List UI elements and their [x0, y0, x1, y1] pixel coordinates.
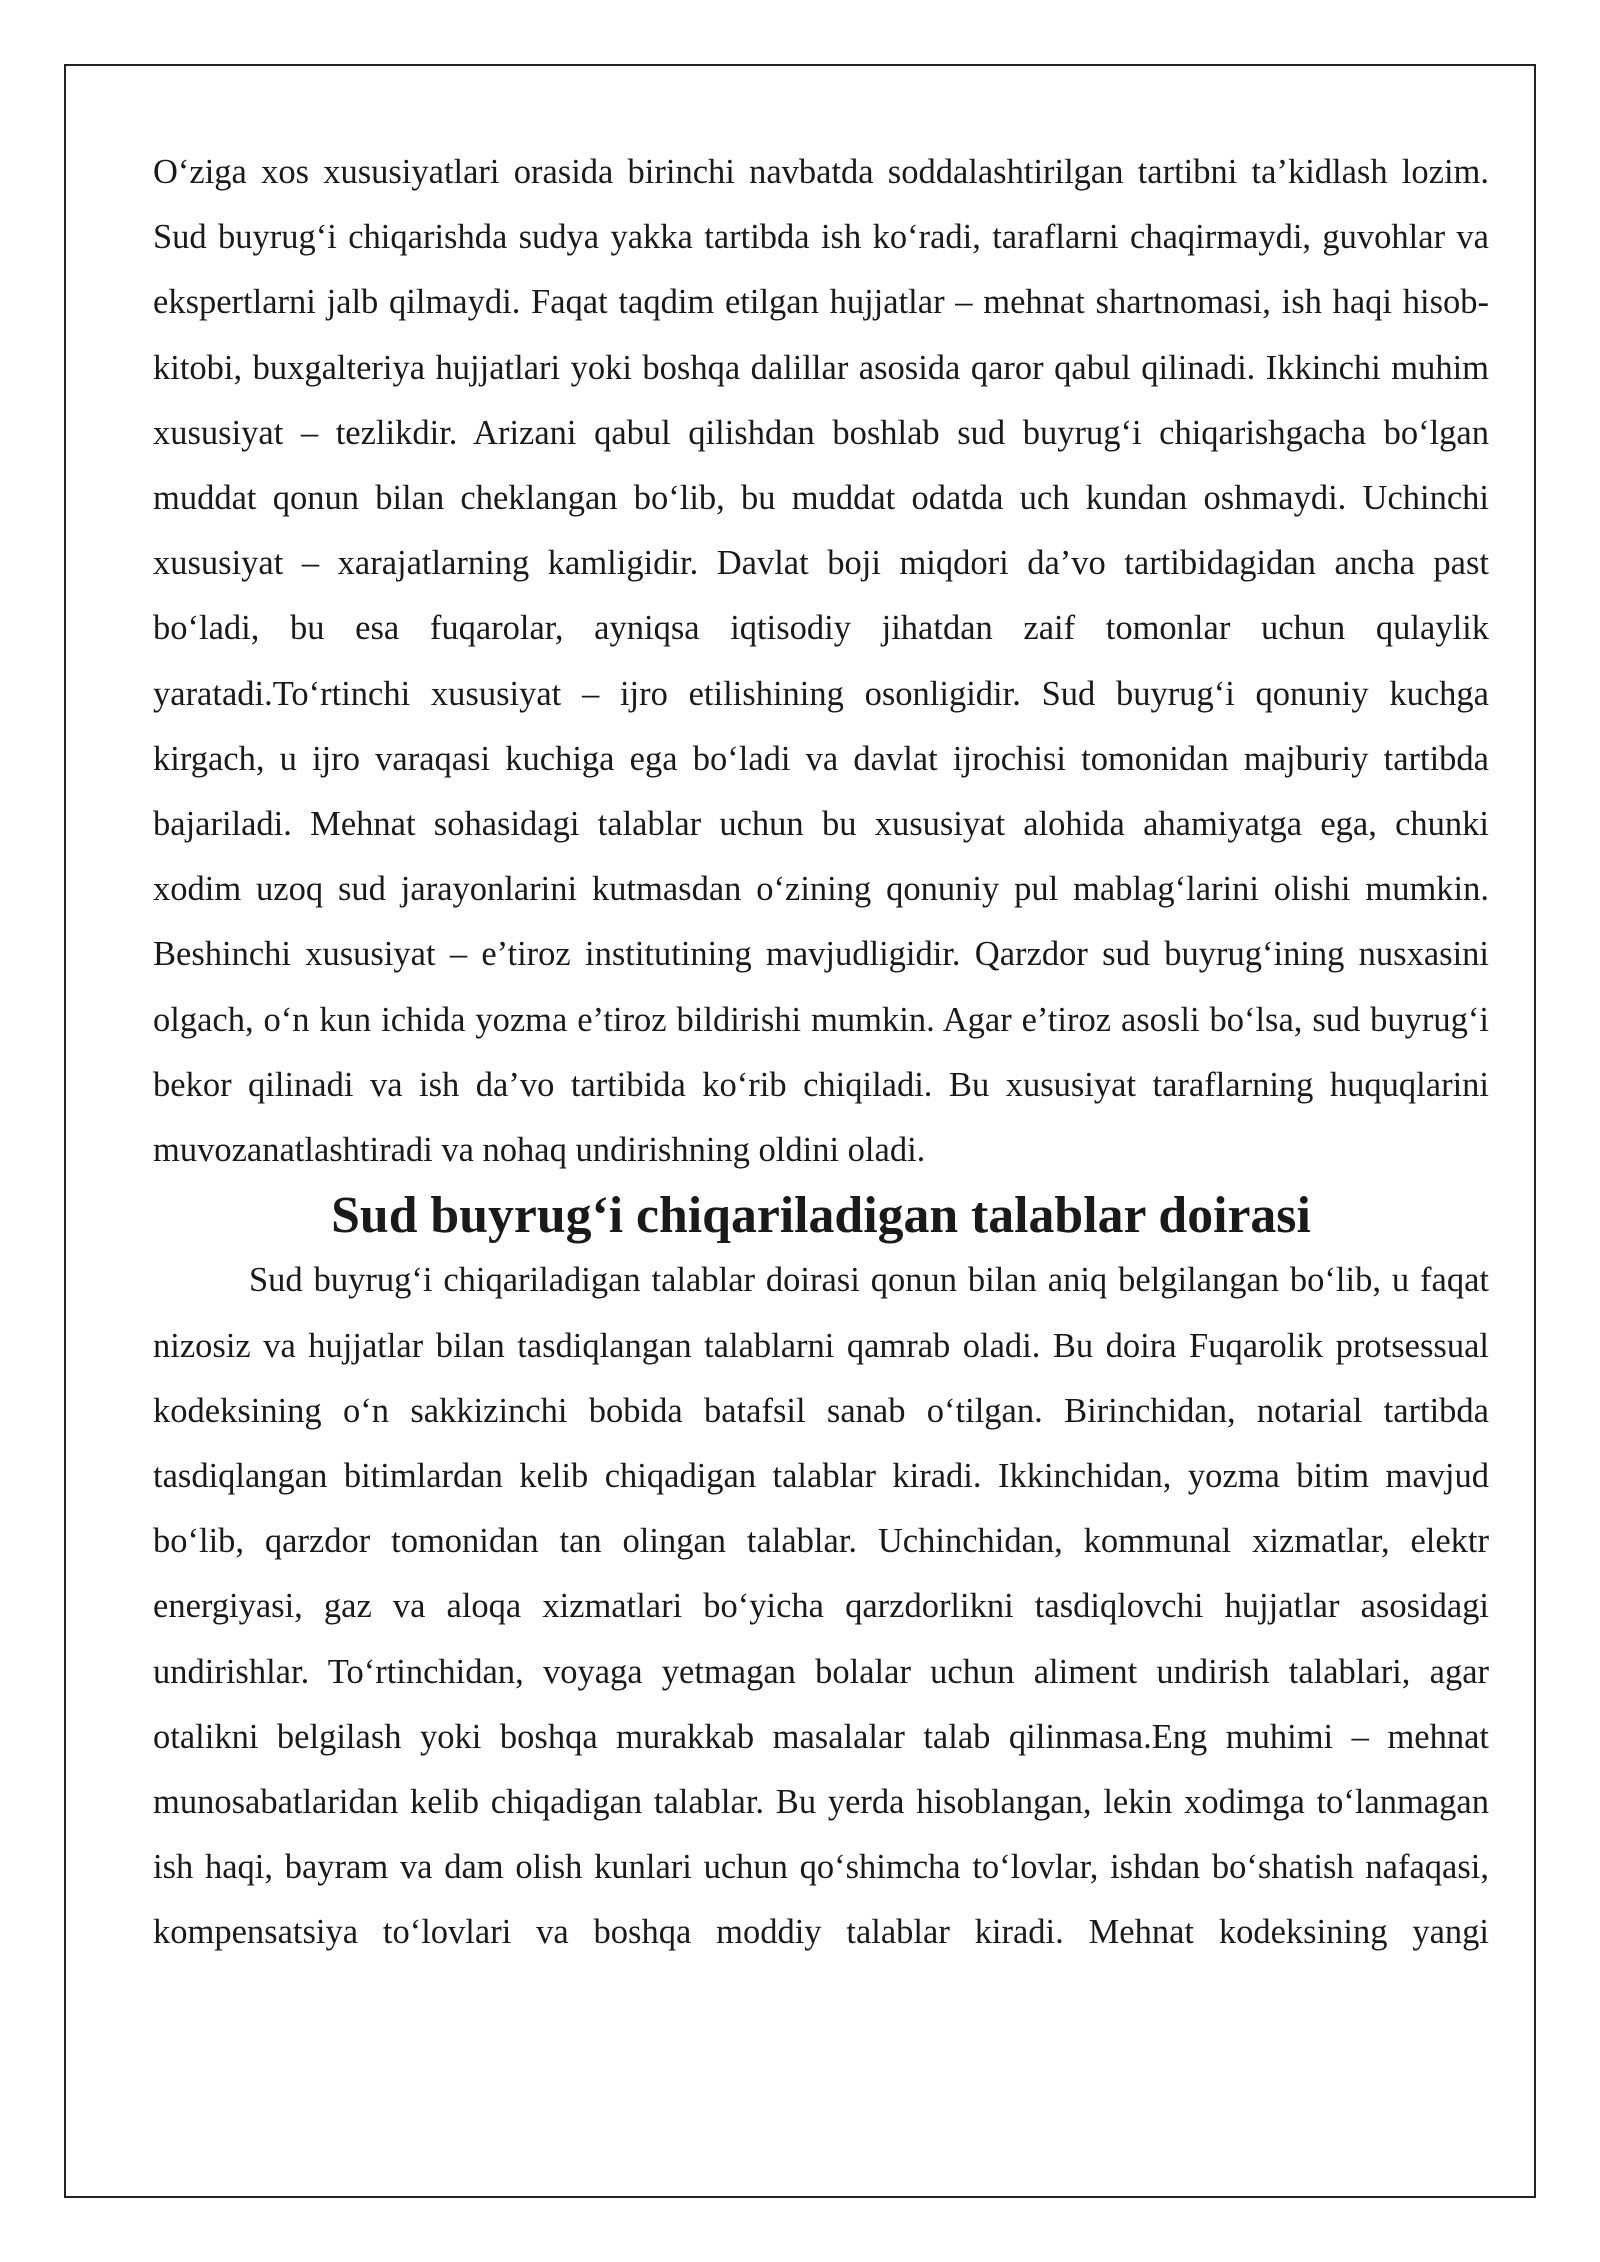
section-heading: Sud buyrug‘i chiqariladigan talablar doirasi [331, 1187, 1311, 1245]
paragraph-claims-scope: Sud buyrug‘i chiqariladigan talablar doirasi qonun bilan aniq belgilangan bo‘lib, u faqat nizosiz va hujjatlar bilan tasdiqlangan talablarni qamrab oladi. Bu doira Fuqarolik protsessual kodeksining o‘n sakkizinchi bobida batafsil sanab o‘tilgan. Birinchidan, notarial tartibda tasdiqlangan bitimlardan kelib chiqadigan talablar kiradi. Ikkinchidan, yozma bitim mavjud bo‘lib, qarzdor tomonidan tan olingan talablar. Uchinchidan, kommunal xizmatlar, elektr energiyasi, gaz va aloqa xizmatlari bo‘yicha qarzdorlikni tasdiqlovchi hujjatlar asosidagi undirishlar. To‘rtinchidan, voyaga yetmagan bolalar uchun aliment undirish talablari, agar otalikni belgilash yoki boshqa murakkab masalalar talab qilinmasa.Eng muhimi – mehnat munosabatlaridan kelib chiqadigan talablar. Bu yerda hisoblangan, lekin xodimga to‘lanmagan ish haqi, bayram va dam olish kunlari uchun qo‘shimcha to‘lovlar, ishdan bo‘shatish nafaqasi, kompensatsiya to‘lovlari va boshqa moddiy talablar kiradi. Mehnat kodeksining yangi [153, 1261, 1489, 1952]
paragraph-features: O‘ziga xos xususiyatlari orasida birinchi navbatda soddalashtirilgan tartibni ta’kidlash lozim. Sud buyrug‘i chiqarishda sudya yakka tartibda ish ko‘radi, taraflarni chaqirmaydi, guvohlar va ekspertlarni jalb qilmaydi. Faqat taqdim etilgan hujjatlar – mehnat shartnomasi, ish haqi hisob-kitobi, buxgalteriya hujjatlari yoki boshqa dalillar asosida qaror qabul qilinadi. Ikkinchi muhim xususiyat – tezlikdir. Arizani qabul qilishdan boshlab sud buyrug‘i chiqarishgacha bo‘lgan muddat qonun bilan cheklangan bo‘lib, bu muddat odatda uch kundan oshmaydi. Uchinchi xususiyat – xarajatlarning kamligidir. Davlat boji miqdori da’vo tartibidagidan ancha past bo‘ladi, bu esa fuqarolar, ayniqsa iqtisodiy jihatdan zaif tomonlar uchun qulaylik yaratadi.To‘rtinchi xususiyat – ijro etilishining osonligidir. Sud buyrug‘i qonuniy kuchga kirgach, u ijro varaqasi kuchiga ega bo‘ladi va davlat ijrochisi tomonidan majburiy tartibda bajariladi. Mehnat sohasidagi talablar uchun bu xususiyat alohida ahamiyatga ega, chunki xodim uzoq sud jarayonlarini kutmasdan o‘zining qonuniy pul mablag‘larini olishi mumkin. Beshinchi xususiyat – e’tiroz institutining mavjudligidir. Qarzdor sud buyrug‘ining nusxasini olgach, o‘n kun ichida yozma e’tiroz bildirishi mumkin. Agar e’tiroz asosli bo‘lsa, sud buyrug‘i bekor qilinadi va ish da’vo tartibida ko‘rib chiqiladi. Bu xususiyat taraflarning huquqlarini muvozanatlashtiradi va nohaq undirishning oldini oladi. [153, 153, 1489, 1170]
document-body [153, 140, 1489, 1966]
